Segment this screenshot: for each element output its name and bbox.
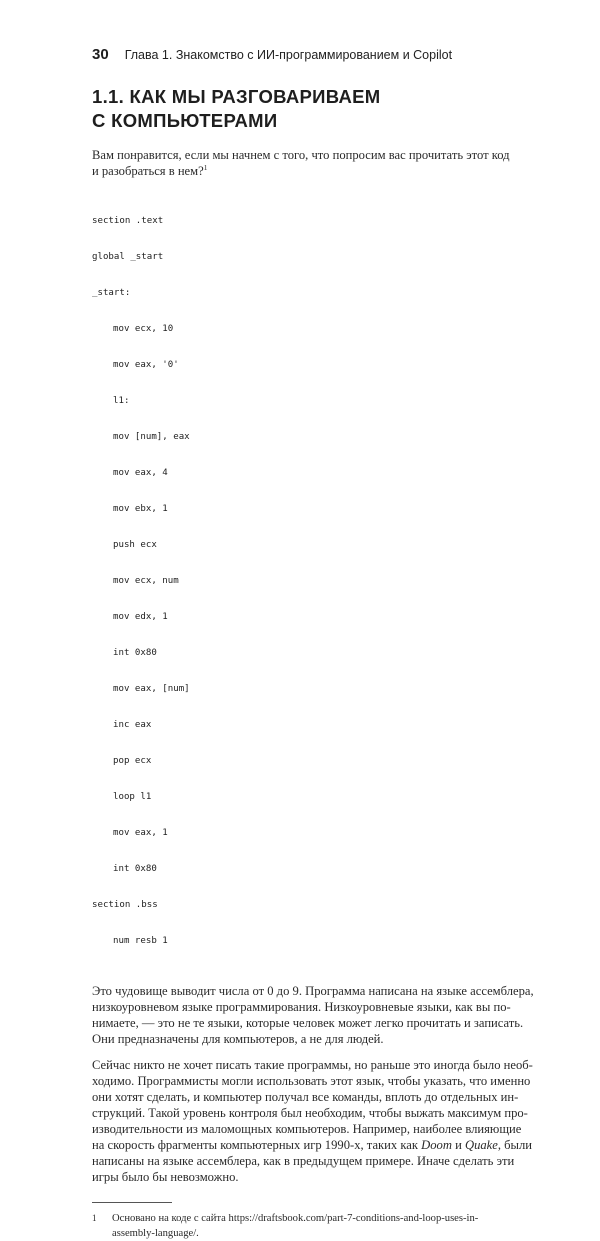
code-line: global _start <box>92 252 164 262</box>
paragraph-1-line: Это чудовище выводит числа от 0 до 9. Программа написана на языке ассемблера, <box>92 984 534 998</box>
paragraph-2-line: струкций. Такой уровень контроля был необходим, чтобы выжать максимум про- <box>92 1106 528 1120</box>
paragraph-1-line: нимаете, — это не те языки, которые человек может легко прочитать и записать. <box>92 1016 524 1030</box>
intro-line-2 <box>92 163 522 179</box>
footnote-number: 1 <box>92 1213 97 1223</box>
book-page <box>92 46 534 1241</box>
code-line: _start: <box>92 288 131 298</box>
line6-part-b: и <box>451 1138 465 1152</box>
intro-paragraph <box>92 147 522 179</box>
footnote-ref: 1 <box>203 162 208 172</box>
section-heading-line-1: 1.1. КАК МЫ РАЗГОВАРИВАЕМ <box>92 86 381 107</box>
intro-line-1: Вам понравится, если мы начнем с того, что попросим вас прочитать этот код <box>92 148 510 162</box>
paragraph-2 <box>92 1057 533 1185</box>
footnote <box>92 1211 522 1241</box>
paragraph-1-line: Они предназначены для компьютеров, а не для людей. <box>92 1032 384 1046</box>
code-line: mov edx, 1 <box>113 612 168 622</box>
paragraph-2-line: игры было бы невозможно. <box>92 1170 239 1184</box>
paragraph-2-line: они хотят сделать, и компьютер получал все команды, вплоть до отдельных ин- <box>92 1090 519 1104</box>
footnote-text <box>112 1211 478 1241</box>
code-line: pop ecx <box>113 756 152 766</box>
paragraph-2-line: написаны на языке ассемблера, как в предыдущем примере. Иначе сделать эти <box>92 1154 515 1168</box>
running-title: Глава 1. Знакомство с ИИ-программированием и Copilot <box>124 48 453 62</box>
code-line: mov ebx, 1 <box>113 504 168 514</box>
code-line: inc eax <box>113 720 152 730</box>
code-line: section .bss <box>92 900 158 910</box>
line6-part-c: , были <box>497 1138 533 1152</box>
game-title-doom: Doom <box>421 1138 452 1152</box>
paragraph-2-line: изводительности из маломощных компьютеров. Например, наиболее влияющие <box>92 1122 522 1136</box>
paragraph-2-line: Сейчас никто не хочет писать такие программы, но раньше это иногда было необ- <box>92 1058 533 1072</box>
line6-part-a: на скорость фрагменты компьютерных игр 1990-х, таких как <box>92 1138 422 1152</box>
section-heading-line-2: С КОМПЬЮТЕРАМИ <box>92 110 278 131</box>
code-line: mov ecx, 10 <box>113 324 174 334</box>
code-line: mov eax, 4 <box>113 468 168 478</box>
paragraph-2-line <box>92 1137 533 1153</box>
code-line: mov eax, 1 <box>113 828 168 838</box>
code-line: mov eax, [num] <box>113 684 190 694</box>
code-line: int 0x80 <box>113 864 157 874</box>
code-line: mov eax, '0' <box>113 360 179 370</box>
code-listing <box>92 191 522 971</box>
code-line: num resb 1 <box>113 936 168 946</box>
game-title-quake: Quake <box>464 1138 498 1152</box>
paragraph-1 <box>92 983 534 1047</box>
code-line: push ecx <box>113 540 157 550</box>
paragraph-1-line: низкоуровневом языке программирования. Низкоуровневые языки, как вы по- <box>92 1000 511 1014</box>
footnote-line-2: assembly-language/. <box>112 1228 199 1239</box>
page-number: 30 <box>92 46 109 63</box>
running-head <box>92 46 522 63</box>
code-line: loop l1 <box>113 792 152 802</box>
code-line: mov [num], eax <box>113 432 190 442</box>
code-line: int 0x80 <box>113 648 157 658</box>
footnote-divider <box>92 1202 172 1203</box>
paragraph-2-line: ходимо. Программисты могли использовать этот язык, чтобы указать, что именно <box>92 1074 531 1088</box>
code-line: section .text <box>92 216 164 226</box>
intro-line-2-text: и разобраться в нем? <box>92 164 204 178</box>
code-line: l1: <box>113 396 130 406</box>
code-line: mov ecx, num <box>113 576 179 586</box>
section-heading <box>92 85 522 133</box>
footnote-line-1: Основано на коде с сайта https://draftsbook.com/part-7-conditions-and-loop-uses-in- <box>112 1213 479 1224</box>
